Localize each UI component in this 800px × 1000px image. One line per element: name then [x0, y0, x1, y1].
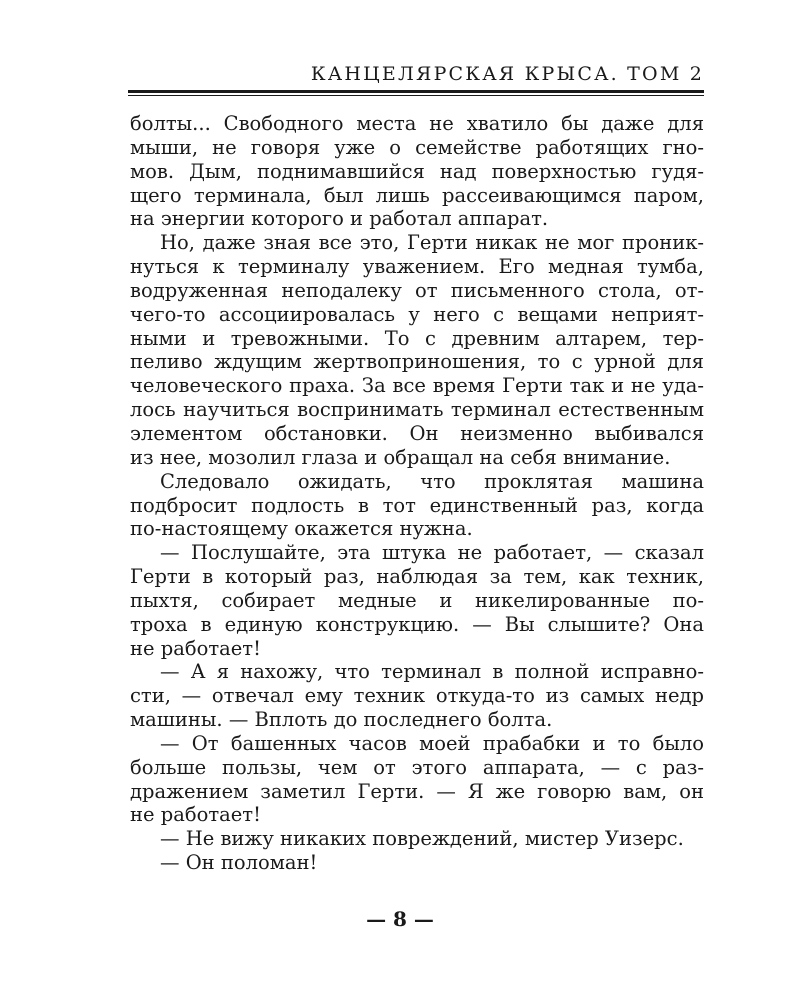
text-line: Следовало ожидать, что проклятая машина — [160, 469, 704, 493]
text-line: элементом обстановки. Он неизменно выбивался — [130, 421, 704, 445]
text-line: нуться к терминалу уважением. Его медная тумба, — [130, 255, 704, 279]
paragraph — [130, 827, 704, 851]
text-line: из нее, мозолил глаза и обращал на себя внимание. — [130, 445, 671, 469]
text-line: — Послушайте, эта штука не работает, — сказал — [160, 541, 704, 565]
text-line: пыхтя, собирает медные и никелированные по- — [130, 588, 704, 612]
text-line: чего-то ассоциировалась у него с вещами неприят- — [130, 302, 704, 326]
text-line: пеливо ждущим жертвоприношения, то с урной для — [130, 350, 704, 374]
text-line: болты... Свободного места не хватило бы даже для — [130, 112, 704, 135]
text-line: Но, даже зная все это, Герти никак не мог проник- — [160, 231, 704, 255]
text-line: — Не вижу никаких повреждений, мистер Уизерс. — [160, 827, 684, 851]
paragraph — [130, 851, 704, 875]
paragraph — [130, 112, 704, 231]
text-line: человеческого праха. За все время Герти так и не уда- — [130, 374, 704, 398]
text-line: мов. Дым, поднимавшийся над поверхностью гудя- — [130, 159, 704, 183]
paragraph — [130, 660, 704, 732]
text-line: — А я нахожу, что терминал в полной исправно- — [160, 660, 704, 684]
paragraph — [130, 470, 704, 542]
paragraph — [130, 732, 704, 827]
text-line: — От башенных часов моей прабабки и то было — [160, 731, 704, 755]
text-line: дражением заметил Герти. — Я же говорю вам, он — [130, 779, 704, 803]
text-line: по-настоящему окажется нужна. — [130, 517, 473, 541]
text-line: больше пользы, чем от этого аппарата, — с раз- — [130, 755, 704, 779]
text-line: на энергии которого и работал аппарат. — [130, 207, 549, 231]
text-line: водруженная неподалеку от письменного стола, от- — [130, 278, 704, 302]
text-line: не работает! — [130, 803, 261, 827]
text-line: лось научиться воспринимать терминал естественным — [130, 398, 704, 422]
text-line: щего терминала, был лишь рассеивающимся паром, — [130, 183, 704, 207]
text-line: подбросит подлость в тот единственный раз, когда — [130, 493, 704, 517]
text-line: Герти в который раз, наблюдая за тем, как техник, — [130, 565, 704, 589]
header-rule-thin — [128, 95, 704, 96]
page-number: — 8 — — [366, 907, 434, 931]
header-rule-thick — [128, 90, 704, 93]
running-head: КАНЦЕЛЯРСКАЯ КРЫСА. ТОМ 2 — [310, 63, 704, 85]
body-text — [130, 112, 704, 875]
text-line: — Он поломан! — [160, 851, 318, 875]
text-line: сти, — отвечал ему техник откуда-то из самых недр — [130, 684, 704, 708]
paragraph — [130, 231, 704, 469]
text-line: ными и тревожными. То с древним алтарем, тер- — [130, 326, 704, 350]
text-line: мыши, не говоря уже о семействе работящих гно- — [130, 135, 704, 159]
text-line: не работает! — [130, 636, 261, 660]
text-line: машины. — Вплоть до последнего болта. — [130, 708, 553, 732]
paragraph — [130, 541, 704, 660]
text-line: троха в единую конструкцию. — Вы слышите? Она — [130, 612, 704, 636]
